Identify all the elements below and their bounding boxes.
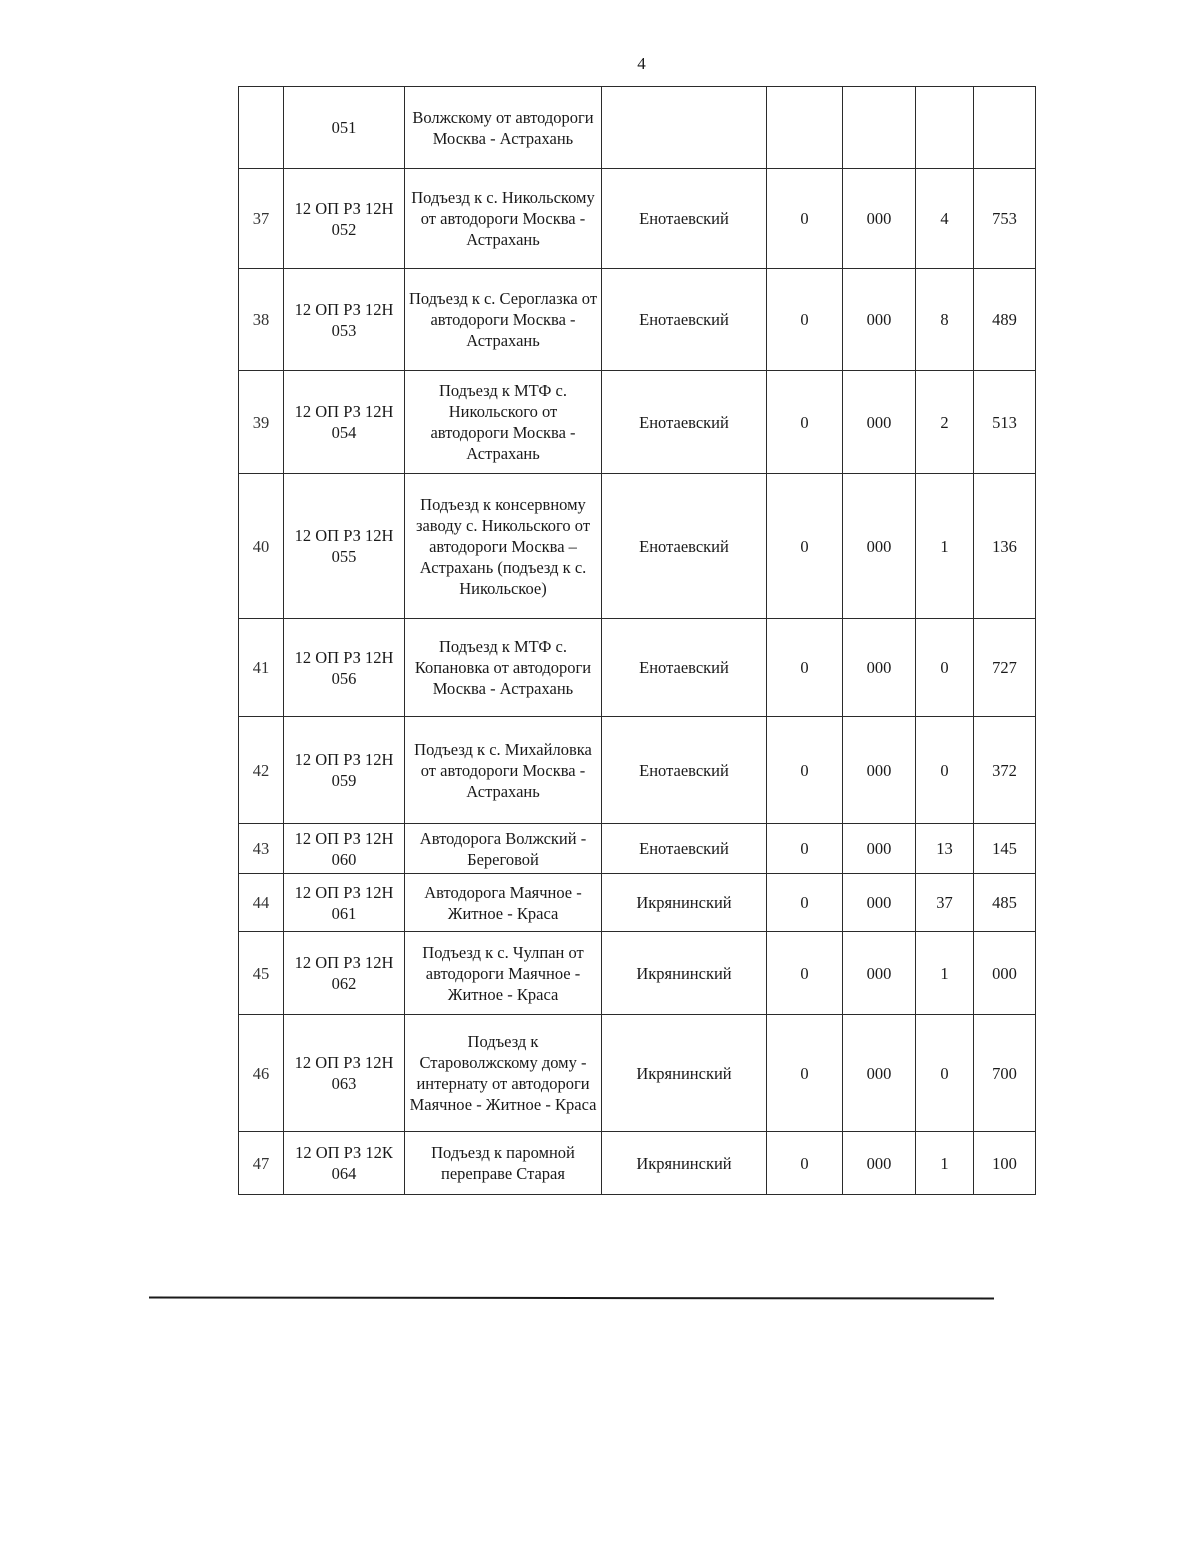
roads-table xyxy=(238,86,1036,1195)
end-m: 700 xyxy=(974,1015,1036,1132)
district: Енотаевский xyxy=(602,717,767,824)
table-row xyxy=(239,269,1036,371)
road-code: 12 ОП РЗ 12Н 055 xyxy=(284,474,405,619)
road-name: Подъезд к с. Михайловка от автодороги Москва - Астрахань xyxy=(405,717,602,824)
district: Енотаевский xyxy=(602,371,767,474)
road-code: 12 ОП РЗ 12К 064 xyxy=(284,1132,405,1195)
start-km: 0 xyxy=(767,824,843,874)
table-row xyxy=(239,1015,1036,1132)
table-row xyxy=(239,169,1036,269)
table-row xyxy=(239,474,1036,619)
row-number: 44 xyxy=(239,874,284,932)
row-number: 43 xyxy=(239,824,284,874)
end-km: 1 xyxy=(916,474,974,619)
road-name: Подъезд к с. Никольскому от автодороги Москва - Астрахань xyxy=(405,169,602,269)
road-name: Подъезд к паромной переправе Старая xyxy=(405,1132,602,1195)
start-m: 000 xyxy=(843,371,916,474)
start-km: 0 xyxy=(767,474,843,619)
end-m: 485 xyxy=(974,874,1036,932)
start-m xyxy=(843,87,916,169)
start-km: 0 xyxy=(767,1015,843,1132)
start-km xyxy=(767,87,843,169)
end-km: 37 xyxy=(916,874,974,932)
road-code: 12 ОП РЗ 12Н 061 xyxy=(284,874,405,932)
start-m: 000 xyxy=(843,169,916,269)
road-name: Автодорога Маячное - Житное - Краса xyxy=(405,874,602,932)
start-km: 0 xyxy=(767,932,843,1015)
end-km xyxy=(916,87,974,169)
end-m: 513 xyxy=(974,371,1036,474)
end-km: 2 xyxy=(916,371,974,474)
end-km: 0 xyxy=(916,619,974,717)
start-km: 0 xyxy=(767,169,843,269)
road-name: Подъезд к Староволжскому дому - интернату от автодороги Маячное - Житное - Краса xyxy=(405,1015,602,1132)
road-name: Подъезд к консервному заводу с. Никольского от автодороги Москва – Астрахань (подъезд к с. Никольское) xyxy=(405,474,602,619)
road-name: Волжскому от автодороги Москва - Астрахань xyxy=(405,87,602,169)
end-km: 8 xyxy=(916,269,974,371)
district: Икрянинский xyxy=(602,1132,767,1195)
road-name: Автодорога Волжский - Береговой xyxy=(405,824,602,874)
road-code: 12 ОП РЗ 12Н 056 xyxy=(284,619,405,717)
end-km: 13 xyxy=(916,824,974,874)
row-number: 37 xyxy=(239,169,284,269)
road-code: 12 ОП РЗ 12Н 053 xyxy=(284,269,405,371)
row-number: 41 xyxy=(239,619,284,717)
start-km: 0 xyxy=(767,269,843,371)
end-km: 1 xyxy=(916,932,974,1015)
end-m: 489 xyxy=(974,269,1036,371)
row-number: 42 xyxy=(239,717,284,824)
end-m: 000 xyxy=(974,932,1036,1015)
start-km: 0 xyxy=(767,1132,843,1195)
row-number: 45 xyxy=(239,932,284,1015)
start-m: 000 xyxy=(843,824,916,874)
row-number: 39 xyxy=(239,371,284,474)
end-km: 4 xyxy=(916,169,974,269)
district xyxy=(602,87,767,169)
road-code: 12 ОП РЗ 12Н 054 xyxy=(284,371,405,474)
start-m: 000 xyxy=(843,474,916,619)
end-m: 100 xyxy=(974,1132,1036,1195)
end-m: 372 xyxy=(974,717,1036,824)
table-row xyxy=(239,932,1036,1015)
district: Икрянинский xyxy=(602,1015,767,1132)
road-name: Подъезд к МТФ с. Никольского от автодороги Москва - Астрахань xyxy=(405,371,602,474)
start-m: 000 xyxy=(843,717,916,824)
road-code: 12 ОП РЗ 12Н 062 xyxy=(284,932,405,1015)
start-km: 0 xyxy=(767,717,843,824)
end-m: 727 xyxy=(974,619,1036,717)
district: Енотаевский xyxy=(602,619,767,717)
table-row xyxy=(239,874,1036,932)
end-km: 0 xyxy=(916,1015,974,1132)
district: Икрянинский xyxy=(602,932,767,1015)
start-m: 000 xyxy=(843,1015,916,1132)
road-code: 12 ОП РЗ 12Н 063 xyxy=(284,1015,405,1132)
district: Икрянинский xyxy=(602,874,767,932)
district: Енотаевский xyxy=(602,169,767,269)
table-row-continuation xyxy=(239,87,1036,169)
road-name: Подъезд к с. Сероглазка от автодороги Москва - Астрахань xyxy=(405,269,602,371)
district: Енотаевский xyxy=(602,824,767,874)
start-m: 000 xyxy=(843,932,916,1015)
table-row xyxy=(239,1132,1036,1195)
district: Енотаевский xyxy=(602,474,767,619)
start-m: 000 xyxy=(843,874,916,932)
page-number: 4 xyxy=(637,54,646,73)
bottom-rule xyxy=(149,1297,994,1300)
row-number: 46 xyxy=(239,1015,284,1132)
end-m: 145 xyxy=(974,824,1036,874)
start-km: 0 xyxy=(767,371,843,474)
road-name: Подъезд к МТФ с. Копановка от автодороги Москва - Астрахань xyxy=(405,619,602,717)
start-m: 000 xyxy=(843,619,916,717)
start-m: 000 xyxy=(843,269,916,371)
end-m: 136 xyxy=(974,474,1036,619)
road-name: Подъезд к с. Чулпан от автодороги Маячное - Житное - Краса xyxy=(405,932,602,1015)
road-code: 12 ОП РЗ 12Н 060 xyxy=(284,824,405,874)
row-number xyxy=(239,87,284,169)
road-code: 12 ОП РЗ 12Н 059 xyxy=(284,717,405,824)
end-m xyxy=(974,87,1036,169)
start-m: 000 xyxy=(843,1132,916,1195)
start-km: 0 xyxy=(767,874,843,932)
end-km: 1 xyxy=(916,1132,974,1195)
row-number: 47 xyxy=(239,1132,284,1195)
table-row xyxy=(239,717,1036,824)
road-code: 12 ОП РЗ 12Н 052 xyxy=(284,169,405,269)
start-km: 0 xyxy=(767,619,843,717)
end-km: 0 xyxy=(916,717,974,824)
table-row xyxy=(239,824,1036,874)
table-row xyxy=(239,619,1036,717)
row-number: 38 xyxy=(239,269,284,371)
table-row xyxy=(239,371,1036,474)
road-code: 051 xyxy=(284,87,405,169)
row-number: 40 xyxy=(239,474,284,619)
end-m: 753 xyxy=(974,169,1036,269)
district: Енотаевский xyxy=(602,269,767,371)
